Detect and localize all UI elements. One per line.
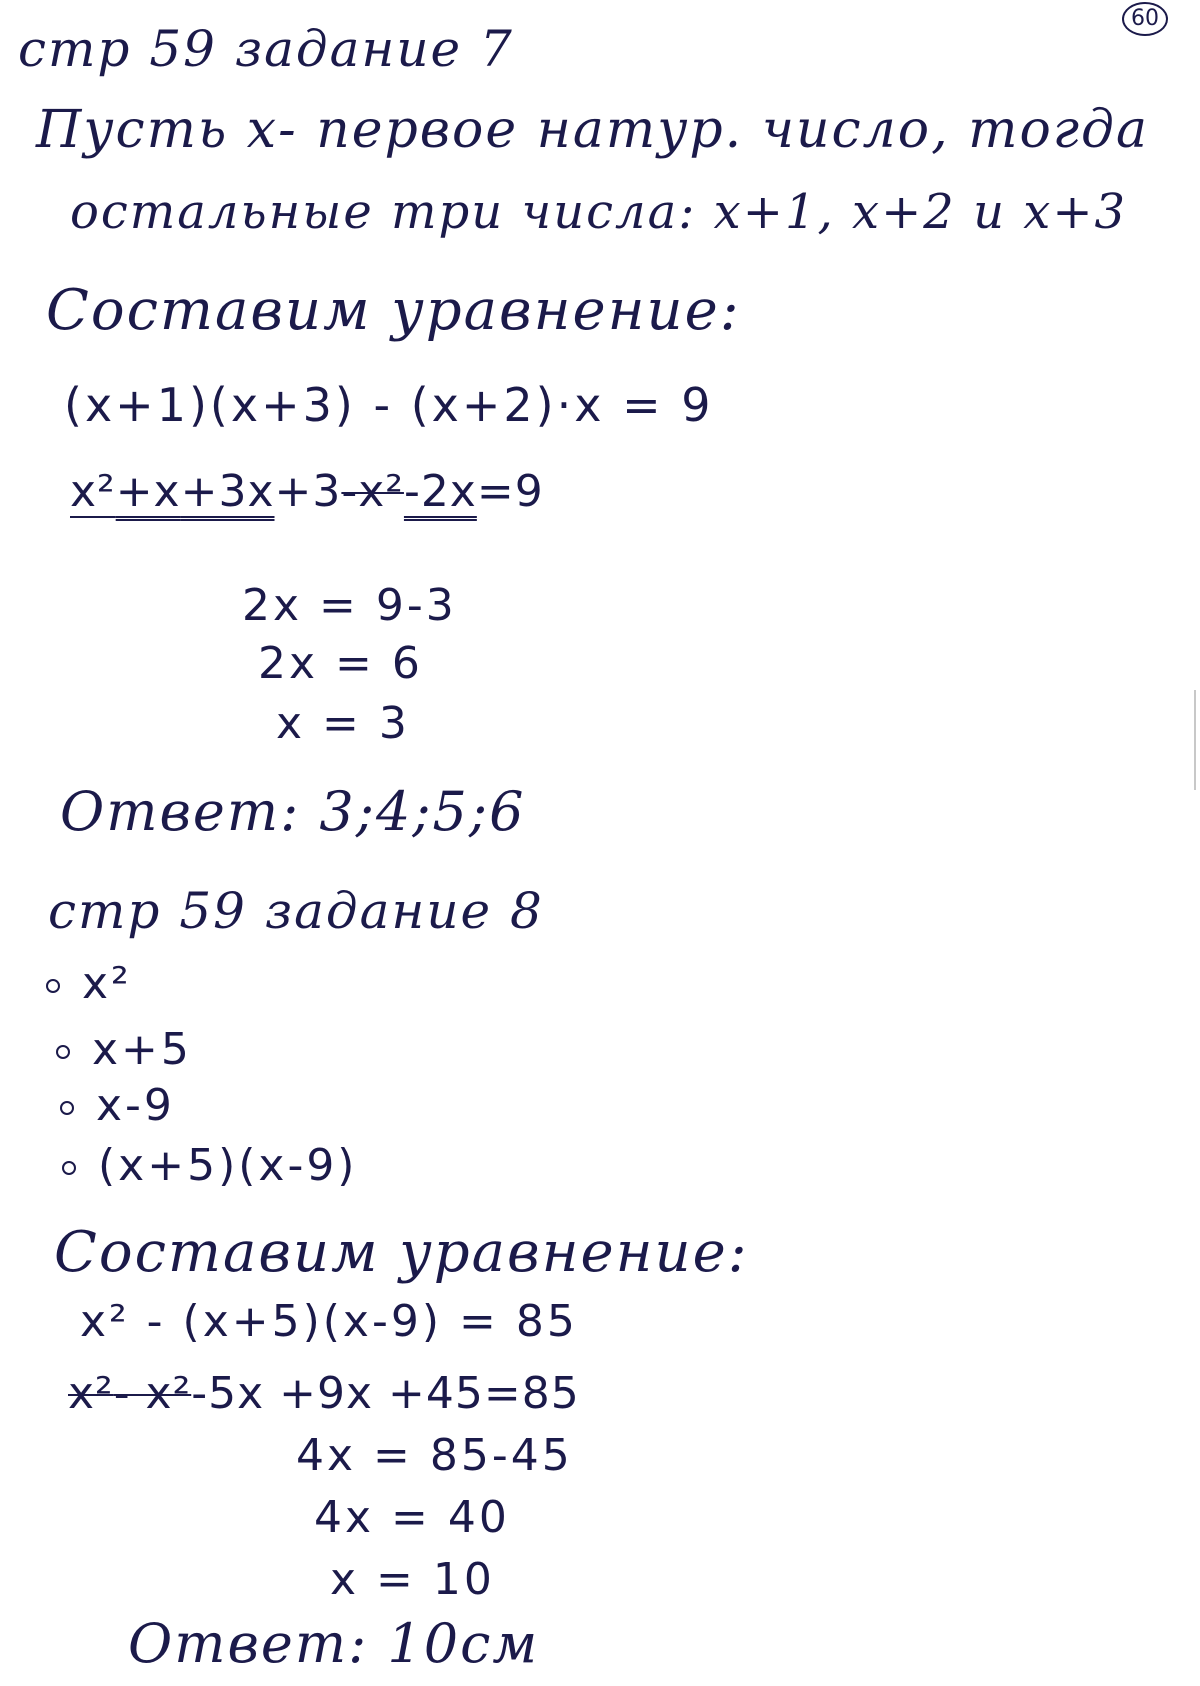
task7-intro-line2: остальные три числа: х+1, х+2 и х+3 — [70, 184, 1128, 240]
page-number: 60 — [1122, 2, 1168, 36]
task7-intro-line1: Пусть х- первое натур. число, тогда — [36, 100, 1149, 160]
expansion-term: х² — [68, 1368, 114, 1419]
task7-compose-label: Составим уравнение: — [46, 278, 741, 343]
task8-bullet-item — [56, 1026, 192, 1074]
expansion-term: - х² — [113, 1368, 192, 1419]
bullet-text: х-9 — [96, 1080, 175, 1131]
task7-answer: Ответ: 3;4;5;6 — [60, 780, 526, 843]
expansion-term: -2х — [403, 466, 477, 517]
expansion-term: -х² — [341, 466, 404, 517]
bullet-text: х² — [82, 958, 132, 1009]
task7-step: 2х = 6 — [258, 638, 423, 689]
task7-step: х = 3 — [276, 698, 410, 749]
bullet-icon — [60, 1101, 74, 1115]
task7-equation: (х+1)(х+3) - (х+2)·х = 9 — [64, 378, 714, 432]
task8-bullet-item — [62, 1142, 357, 1190]
task8-answer: Ответ: 10см — [128, 1612, 540, 1675]
task8-bullet-item — [60, 1082, 175, 1130]
task8-compose-label: Составим уравнение: — [54, 1220, 749, 1285]
page-edge-mark — [1194, 690, 1196, 790]
task7-heading: стр 59 задание 7 — [18, 20, 514, 78]
task7-step: 2х = 9-3 — [242, 580, 457, 631]
expansion-term: +х — [115, 466, 181, 517]
bullet-icon — [56, 1045, 70, 1059]
task8-heading: стр 59 задание 8 — [48, 882, 544, 940]
bullet-text: х+5 — [92, 1024, 192, 1075]
task7-expansion — [70, 468, 544, 516]
task8-bullet-item — [46, 960, 132, 1008]
expansion-term: =9 — [476, 466, 544, 517]
task8-step: 4х = 40 — [314, 1492, 510, 1543]
expansion-term: +3х — [180, 466, 275, 517]
bullet-icon — [46, 979, 60, 993]
task8-equation: х² - (х+5)(х-9) = 85 — [80, 1296, 578, 1347]
bullet-text: (х+5)(х-9) — [98, 1140, 358, 1191]
task8-step: х = 10 — [330, 1554, 495, 1605]
bullet-icon — [62, 1161, 76, 1175]
task8-step: 4х = 85-45 — [296, 1430, 573, 1481]
expansion-term: -5х +9х +45=85 — [191, 1368, 580, 1419]
expansion-term: +3 — [274, 466, 342, 517]
task8-expansion — [68, 1370, 580, 1418]
expansion-term: х² — [70, 466, 116, 517]
